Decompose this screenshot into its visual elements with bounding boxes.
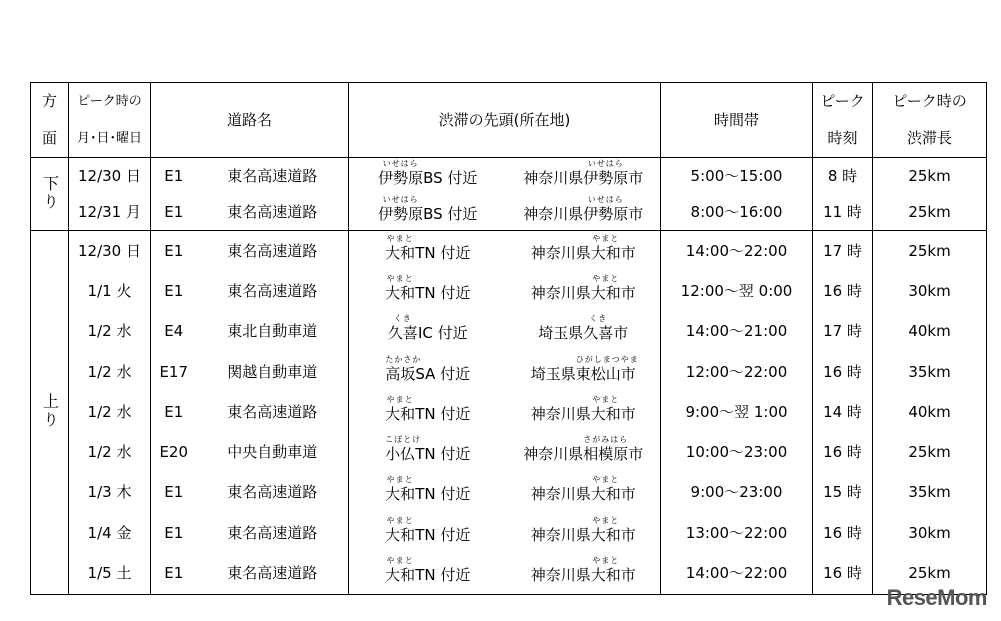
place-suffix: 市 (620, 243, 636, 262)
time-band-cell: 5:00～15:00 (661, 158, 813, 195)
peak-length-cell: 25km (873, 553, 987, 594)
peak-time-cell: 16 時 (813, 352, 873, 392)
place-name: 大和 (590, 404, 621, 423)
place-name: 大和 (590, 485, 621, 504)
place-name: 大和 (590, 243, 621, 262)
place-name: 大和 (385, 485, 416, 504)
place-name: 久喜 (387, 324, 418, 343)
peak-length-cell: 25km (873, 432, 987, 472)
route-code-cell: E1 (151, 194, 197, 231)
place-suffix: 市 (620, 566, 636, 585)
road-name-cell: 東名高速道路 (197, 392, 349, 432)
road-name-cell: 東名高速道路 (197, 473, 349, 513)
peak-date-cell: 1/2 水 (69, 432, 151, 472)
furigana: たかさか (385, 354, 422, 364)
furigana: やまと (592, 394, 620, 404)
resemom-logo: ReseMom (886, 585, 987, 610)
time-band-cell: 9:00～翌 1:00 (661, 392, 813, 432)
place-suffix: 市 (620, 525, 636, 544)
place-name: 大和 (590, 525, 621, 544)
table-row (31, 158, 987, 195)
congestion-forecast-table (30, 82, 987, 595)
place-name: 相模原 (583, 445, 629, 464)
jam-head-spot-cell (349, 352, 507, 392)
furigana: やまと (386, 233, 414, 243)
location-prefecture: 埼玉県 (530, 364, 576, 383)
location-prefecture: 神奈川県 (530, 566, 591, 585)
place-suffix: 市 (628, 168, 644, 187)
location-prefecture: 神奈川県 (523, 445, 584, 464)
location-prefecture: 神奈川県 (530, 283, 591, 302)
header-peak-date: ピーク時の 月･日･曜日 (69, 83, 151, 158)
furigana: くき (393, 314, 412, 324)
road-name-cell: 東北自動車道 (197, 312, 349, 352)
peak-length-cell: 30km (873, 271, 987, 311)
route-code-cell: E1 (151, 473, 197, 513)
peak-date-cell: 1/5 土 (69, 553, 151, 594)
peak-length-cell: 40km (873, 312, 987, 352)
furigana: くき (589, 314, 608, 324)
time-band-cell: 12:00～22:00 (661, 352, 813, 392)
furigana: ひがしまつやま (575, 354, 639, 364)
place-name: 伊勢原 (583, 204, 629, 223)
place-name: 伊勢原 (378, 168, 424, 187)
place-name: 大和 (385, 283, 416, 302)
time-band-cell: 9:00～23:00 (661, 473, 813, 513)
header-time-band: 時間帯 (661, 83, 813, 158)
place-suffix: TN 付近 (415, 566, 471, 585)
furigana: さがみはら (583, 435, 629, 445)
time-band-cell: 14:00～22:00 (661, 553, 813, 594)
place-name: 大和 (385, 404, 416, 423)
peak-time-cell: 17 時 (813, 231, 873, 272)
place-suffix: 市 (620, 485, 636, 504)
place-suffix: BS 付近 (423, 168, 478, 187)
route-code-cell: E1 (151, 231, 197, 272)
place-name: 大和 (385, 243, 416, 262)
furigana: やまと (592, 556, 620, 566)
location-prefecture: 神奈川県 (530, 485, 591, 504)
time-band-cell: 12:00～翌 0:00 (661, 271, 813, 311)
furigana: いせはら (382, 194, 419, 204)
peak-length-cell: 25km (873, 231, 987, 272)
location-prefecture: 神奈川県 (530, 404, 591, 423)
peak-date-cell: 1/4 金 (69, 513, 151, 553)
time-band-cell: 10:00～23:00 (661, 432, 813, 472)
peak-time-cell: 16 時 (813, 432, 873, 472)
route-code-cell: E1 (151, 158, 197, 195)
peak-date-cell: 1/2 水 (69, 392, 151, 432)
jam-head-location-cell (507, 392, 661, 432)
table-row (31, 352, 987, 392)
place-suffix: 市 (628, 204, 644, 223)
direction-down: 下り (31, 158, 69, 231)
jam-head-spot-cell (349, 158, 507, 195)
peak-time-cell: 8 時 (813, 158, 873, 195)
jam-head-location-cell (507, 194, 661, 231)
place-suffix: SA 付近 (415, 364, 471, 383)
route-code-cell: E4 (151, 312, 197, 352)
jam-head-location-cell (507, 513, 661, 553)
jam-head-location-cell (507, 312, 661, 352)
route-code-cell: E1 (151, 513, 197, 553)
location-prefecture: 神奈川県 (523, 204, 584, 223)
time-band-cell: 14:00～21:00 (661, 312, 813, 352)
jam-head-spot-cell (349, 553, 507, 594)
peak-length-cell: 35km (873, 473, 987, 513)
place-suffix: TN 付近 (415, 404, 471, 423)
route-code-cell: E20 (151, 432, 197, 472)
jam-head-spot-cell (349, 513, 507, 553)
place-suffix: TN 付近 (415, 485, 471, 504)
location-prefecture: 神奈川県 (530, 525, 591, 544)
furigana: こぼとけ (385, 435, 422, 445)
table-row (31, 312, 987, 352)
place-suffix: 市 (620, 283, 636, 302)
peak-length-cell: 40km (873, 392, 987, 432)
road-name-cell: 東名高速道路 (197, 513, 349, 553)
furigana: やまと (592, 475, 620, 485)
furigana: いせはら (587, 158, 624, 168)
jam-head-location-cell (507, 473, 661, 513)
peak-time-cell: 16 時 (813, 553, 873, 594)
road-name-cell: 東名高速道路 (197, 231, 349, 272)
place-name: 小仏 (385, 445, 416, 464)
place-suffix: IC 付近 (417, 324, 468, 343)
place-suffix: TN 付近 (415, 525, 471, 544)
location-prefecture: 神奈川県 (530, 243, 591, 262)
direction-up: 上り (31, 231, 69, 595)
header-jam-head: 渋滞の先頭(所在地) (349, 83, 661, 158)
place-name: 高坂 (385, 364, 416, 383)
furigana: やまと (386, 515, 414, 525)
place-suffix: 市 (628, 445, 644, 464)
place-name: 大和 (590, 566, 621, 585)
jam-head-spot-cell (349, 312, 507, 352)
table-row (31, 513, 987, 553)
furigana: やまと (592, 515, 620, 525)
time-band-cell: 13:00～22:00 (661, 513, 813, 553)
location-prefecture: 神奈川県 (523, 168, 584, 187)
jam-head-location-cell (507, 553, 661, 594)
time-band-cell: 8:00～16:00 (661, 194, 813, 231)
road-name-cell: 関越自動車道 (197, 352, 349, 392)
peak-time-cell: 15 時 (813, 473, 873, 513)
peak-length-cell: 30km (873, 513, 987, 553)
peak-time-cell: 14 時 (813, 392, 873, 432)
jam-head-spot-cell (349, 392, 507, 432)
road-name-cell: 中央自動車道 (197, 432, 349, 472)
location-prefecture: 埼玉県 (538, 324, 584, 343)
place-name: 大和 (590, 283, 621, 302)
peak-time-cell: 16 時 (813, 271, 873, 311)
peak-length-cell: 35km (873, 352, 987, 392)
place-suffix: TN 付近 (415, 243, 471, 262)
peak-date-cell: 1/1 火 (69, 271, 151, 311)
jam-head-location-cell (507, 271, 661, 311)
table-row (31, 271, 987, 311)
furigana: やまと (592, 233, 620, 243)
place-name: 伊勢原 (583, 168, 629, 187)
route-code-cell: E1 (151, 271, 197, 311)
jam-head-spot-cell (349, 271, 507, 311)
furigana: やまと (386, 556, 414, 566)
table-row (31, 432, 987, 472)
place-suffix: TN 付近 (415, 283, 471, 302)
furigana: いせはら (587, 194, 624, 204)
jam-head-location-cell (507, 231, 661, 272)
table-row (31, 231, 987, 272)
header-direction: 方 面 (31, 83, 69, 158)
peak-time-cell: 17 時 (813, 312, 873, 352)
jam-head-spot-cell (349, 432, 507, 472)
table-row (31, 473, 987, 513)
place-name: 大和 (385, 525, 416, 544)
table-row (31, 194, 987, 231)
peak-date-cell: 1/3 木 (69, 473, 151, 513)
place-suffix: TN 付近 (415, 445, 471, 464)
road-name-cell: 東名高速道路 (197, 194, 349, 231)
peak-date-cell: 1/2 水 (69, 352, 151, 392)
header-peak-time: ピーク 時刻 (813, 83, 873, 158)
peak-length-cell: 25km (873, 194, 987, 231)
route-code-cell: E1 (151, 392, 197, 432)
route-code-cell: E17 (151, 352, 197, 392)
peak-date-cell: 1/2 水 (69, 312, 151, 352)
table-row (31, 553, 987, 594)
place-suffix: 市 (613, 324, 629, 343)
furigana: やまと (386, 394, 414, 404)
road-name-cell: 東名高速道路 (197, 158, 349, 195)
place-name: 伊勢原 (378, 204, 424, 223)
place-suffix: 市 (620, 364, 636, 383)
jam-head-spot-cell (349, 231, 507, 272)
place-name: 東松山 (575, 364, 621, 383)
peak-date-cell: 12/30 日 (69, 158, 151, 195)
furigana: やまと (592, 273, 620, 283)
peak-time-cell: 11 時 (813, 194, 873, 231)
peak-date-cell: 12/31 月 (69, 194, 151, 231)
route-code-cell: E1 (151, 553, 197, 594)
peak-date-cell: 12/30 日 (69, 231, 151, 272)
jam-head-location-cell (507, 432, 661, 472)
road-name-cell: 東名高速道路 (197, 553, 349, 594)
peak-time-cell: 16 時 (813, 513, 873, 553)
furigana: やまと (386, 475, 414, 485)
table-row (31, 392, 987, 432)
place-suffix: 市 (620, 404, 636, 423)
jam-head-spot-cell (349, 473, 507, 513)
place-name: 大和 (385, 566, 416, 585)
peak-length-cell: 25km (873, 158, 987, 195)
road-name-cell: 東名高速道路 (197, 271, 349, 311)
place-suffix: BS 付近 (423, 204, 478, 223)
header-road-name: 道路名 (151, 83, 349, 158)
time-band-cell: 14:00～22:00 (661, 231, 813, 272)
furigana: いせはら (382, 158, 419, 168)
jam-head-spot-cell (349, 194, 507, 231)
place-name: 久喜 (583, 324, 614, 343)
jam-head-location-cell (507, 352, 661, 392)
furigana: やまと (386, 273, 414, 283)
jam-head-location-cell (507, 158, 661, 195)
header-peak-length: ピーク時の 渋滞長 (873, 83, 987, 158)
